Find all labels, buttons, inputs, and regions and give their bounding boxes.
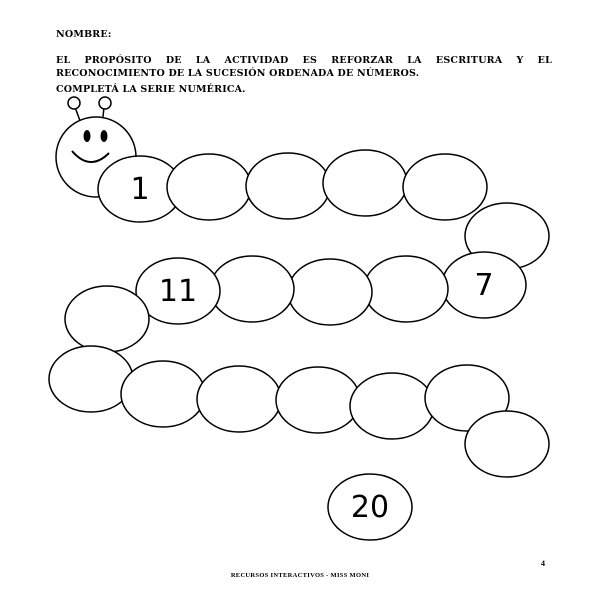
right-eye bbox=[101, 130, 108, 142]
segment-9 bbox=[288, 259, 372, 325]
segment-19 bbox=[465, 411, 549, 477]
segment-3 bbox=[246, 153, 330, 219]
left-eye bbox=[84, 130, 91, 142]
purpose-line-2: RECONOCIMIENTO DE LA SUCESIÓN ORDENADA DE NÚMEROS. bbox=[56, 68, 420, 79]
right-antenna-tip bbox=[99, 97, 111, 109]
segment-12 bbox=[65, 286, 149, 352]
footer-credit: RECURSOS INTERACTIVOS - MISS MONI bbox=[230, 572, 370, 579]
segment-5 bbox=[403, 154, 487, 220]
segment-16 bbox=[276, 367, 360, 433]
segment-4 bbox=[323, 150, 407, 216]
instruction-text: COMPLETÁ LA SERIE NUMÉRICA. bbox=[56, 84, 246, 95]
segment-number-11: 11 bbox=[158, 274, 198, 309]
segment-17 bbox=[350, 373, 434, 439]
segment-10 bbox=[210, 256, 294, 322]
segment-2 bbox=[167, 154, 251, 220]
segment-14 bbox=[121, 361, 205, 427]
purpose-line-1: EL PROPÓSITO DE LA ACTIVIDAD ES REFORZAR LA ESCRITURA Y EL bbox=[56, 55, 552, 66]
segment-number-7: 7 bbox=[474, 268, 494, 303]
segment-8 bbox=[364, 256, 448, 322]
segment-15 bbox=[197, 366, 281, 432]
segment-13 bbox=[49, 346, 133, 412]
page-number: 4 bbox=[541, 559, 545, 568]
left-antenna-tip bbox=[68, 97, 80, 109]
name-label: NOMBRE: bbox=[56, 29, 112, 40]
segment-number-1: 1 bbox=[130, 172, 150, 207]
segment-number-20: 20 bbox=[350, 490, 390, 525]
